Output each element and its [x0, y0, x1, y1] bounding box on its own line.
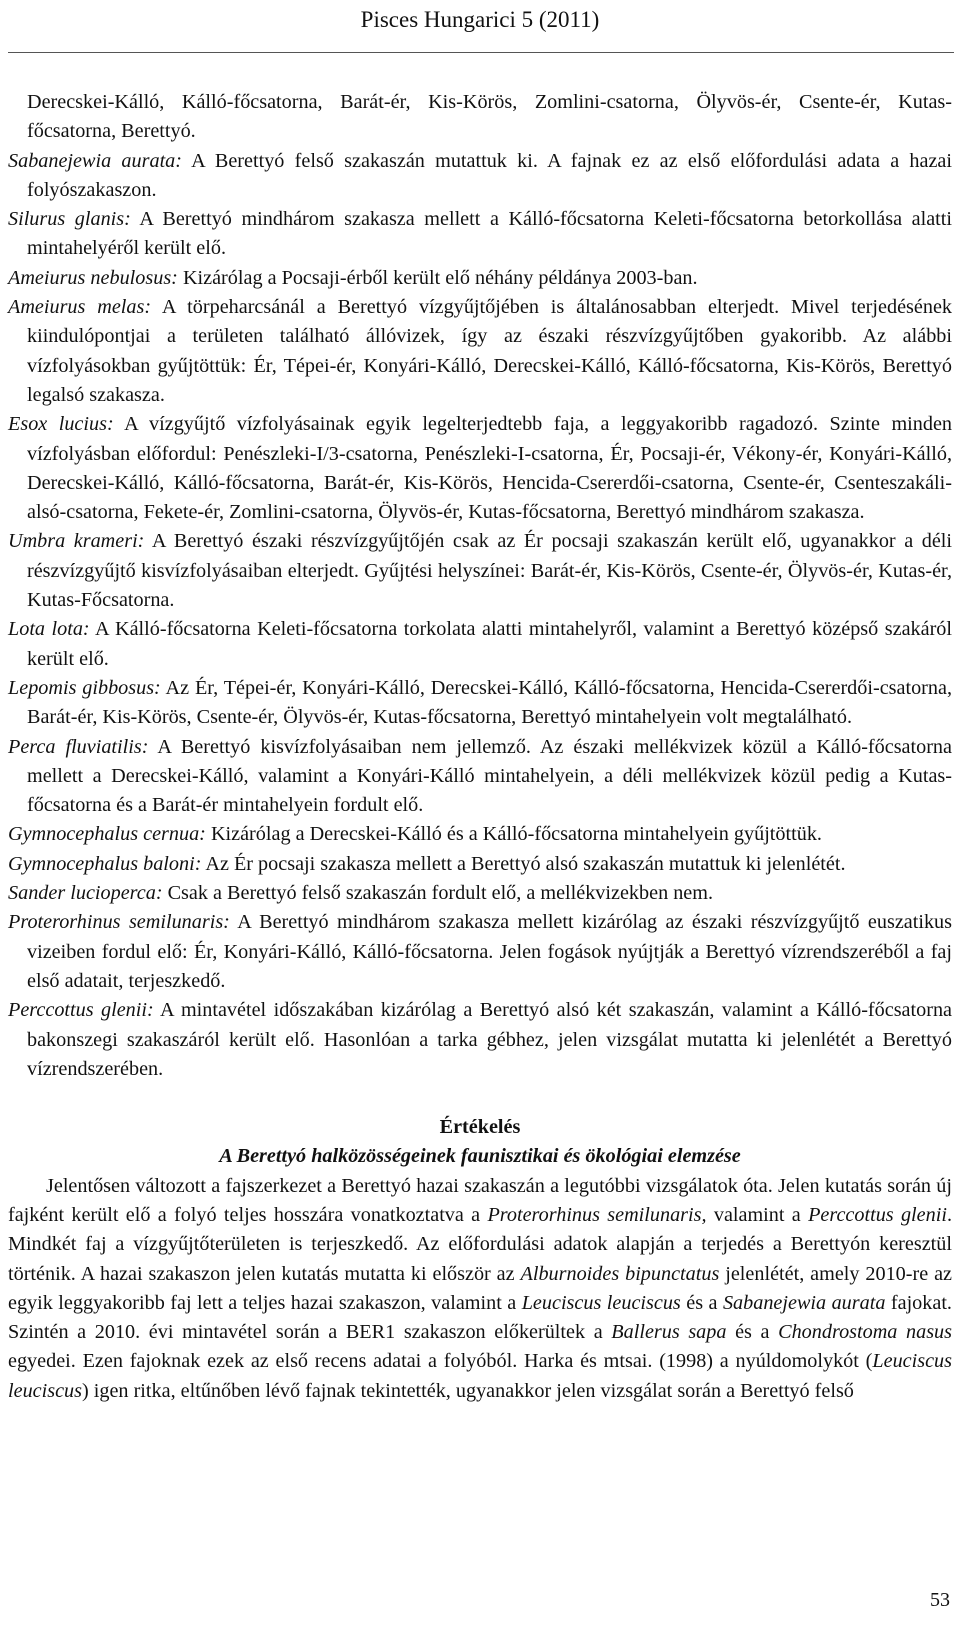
species-description: A vízgyűjtő vízfolyásainak egyik legelterjedtebb faja, a leggyakoribb ragadozó. Szinte minden vízfolyásban előfordul: Penészleki-I/3-csatorna, Penészleki-I-csatorna, Ér, Pocsaji-ér, Vékony-ér, Konyári-Kálló, Derecskei-Kálló, Kálló-főcsatorna, Barát-ér, Kis-Körös, Hencida-Csererdői-csatorna, Csente-ér, Csenteszakáli-alsó-csatorna, Fekete-ér, Zomlini-csatorna, Ölyvös-ér, Kutas-főcsatorna, Berettyó mindhárom szakasza. — [27, 413, 953, 524]
species-entry — [8, 674, 952, 733]
species-entry — [8, 733, 952, 821]
species-name: Esox lucius: — [8, 413, 114, 436]
paragraph-text: egyedei. Ezen fajoknak ezek az első recens adatai a folyóból. Harka és mtsai. (1998) a nyúldomolykót ( — [8, 1350, 873, 1373]
species-name: Chondrostoma nasus — [778, 1321, 953, 1344]
species-entry — [8, 908, 952, 996]
species-name: Ameiurus nebulosus: — [8, 266, 178, 289]
paragraph-text: . Mindkét faj a vízgyűjtőterületen is terjeszkedő. Az előfordulási adatok alapján a terjedés a Berettyón keresztül történik. A hazai szakaszon jelen kutatás mutatta ki először az — [8, 1203, 952, 1285]
species-description: Kizárólag a Derecskei-Kálló és a Kálló-főcsatorna mintahelyein gyűjtöttük. — [210, 823, 822, 846]
species-description: A Berettyó kisvízfolyásaiban nem jellemző. Az északi mellékvizek közül a Kálló-főcsatorna mellett a Derecskei-Kálló, valamint a Konyári-Kálló mintahelyein, a déli mellékvizek közül pedig a Kutas-főcsatorna és a Barát-ér mintahelyein fordult elő. — [27, 735, 952, 817]
species-description: A Kálló-főcsatorna Keleti-főcsatorna torkolata alatti mintahelyről, valamint a Berettyó középső szakáról került elő. — [27, 618, 953, 670]
species-name: Perccottus glenii: — [8, 999, 154, 1022]
paragraph-text: ) igen ritka, eltűnőben lévő fajnak tekintették, ugyanakkor jelen vizsgálat során a Berettyó felső — [82, 1379, 854, 1402]
species-name: Gymnocephalus cernua: — [8, 823, 206, 846]
page-body — [8, 88, 952, 1406]
species-name: Lota lota: — [8, 618, 90, 641]
species-description: Az Ér, Tépei-ér, Konyári-Kálló, Derecskei-Kálló, Kálló-főcsatorna, Hencida-Csererdői-csatorna, Barát-ér, Kis-Körös, Csente-ér, Ölyvös-ér, Kutas-főcsatorna, Berettyó mintahelyein volt megtalálható. — [27, 676, 953, 729]
discussion-paragraph — [8, 1172, 952, 1406]
species-name: Sander lucioperca: — [8, 882, 163, 905]
species-entry — [8, 820, 952, 849]
species-name: Perca fluviatilis: — [8, 735, 149, 758]
species-description: A Berettyó felső szakaszán mutattuk ki. A fajnak ez az első előfordulási adata a hazai folyószakaszon. — [27, 149, 952, 201]
species-description: Kizárólag a Pocsaji-érből került elő néhány példánya 2003-ban. — [182, 266, 698, 289]
species-entry — [8, 527, 952, 615]
section-title: Értékelés — [439, 1116, 521, 1139]
paragraph-text: és a — [680, 1291, 723, 1314]
species-entry — [8, 850, 952, 879]
species-entry — [8, 205, 952, 264]
page-number: 53 — [930, 1589, 950, 1611]
species-entry — [8, 615, 952, 674]
species-entry — [8, 410, 952, 527]
species-description: A Berettyó északi részvízgyűjtőjén csak az Ér pocsaji szakaszán került elő, ugyanakkor a déli részvízgyűjtő kisvízfolyásaiban elterjedt. Gyűjtési helyszínei: Barát-ér, Kis-Körös, Csente-ér, Ölyvös-ér, Kutas-ér, Kutas-Főcsatorna. — [27, 530, 953, 612]
section-subtitle: A Berettyó halközösségeinek faunisztikai és ökológiai elemzése — [219, 1145, 741, 1168]
species-entry — [8, 293, 952, 410]
species-entry — [8, 879, 952, 908]
species-name: Ameiurus melas: — [8, 296, 152, 319]
species-description: Derecskei-Kálló, Kálló-főcsatorna, Barát-ér, Kis-Körös, Zomlini-csatorna, Ölyvös-ér, Csente-ér, Kutas-főcsatorna, Berettyó. — [27, 91, 952, 143]
species-description: Csak a Berettyó felső szakaszán fordult elő, a mellékvizekben nem. — [167, 882, 714, 905]
species-name: Gymnocephalus baloni: — [8, 852, 202, 875]
species-entry — [8, 88, 952, 147]
species-name: Ballerus sapa — [611, 1321, 727, 1344]
paragraph-text: fajokat. Szintén a 2010. évi mintavétel során a BER1 szakaszon előkerültek a — [8, 1291, 952, 1344]
paragraph-text: Jelentősen változott a fajszerkezet a Berettyó hazai szakaszán a legutóbbi vizsgálatok óta. Jelen kutatás során új fajként került elő a folyó teljes hosszára vonatkoztatva a — [8, 1174, 952, 1226]
species-name: Umbra krameri: — [8, 530, 145, 553]
species-name: Sabanejewia aurata — [722, 1291, 886, 1314]
species-entry — [8, 147, 952, 206]
species-entry — [8, 264, 952, 293]
paragraph-text: valamint a — [706, 1203, 809, 1226]
species-description: A Berettyó mindhárom szakasza mellett kizárólag az északi részvízgyűjtő euszatikus vizeiben fordul elő: Ér, Konyári-Kálló, Kálló-főcsatorna. Jelen fogások nyújtják a Berettyó vízrendszeréből a faj első adatait, terjeszkedő. — [27, 911, 952, 992]
species-description: A mintavétel időszakában kizárólag a Berettyó alsó két szakaszán, valamint a Kálló-főcsatorna bakonszegi szakaszáról került elő. Hasonlóan a tarka gébhez, jelen vizsgálat mutatta ki jelenlétét a Berettyó vízrendszerében. — [27, 999, 952, 1080]
species-name: Alburnoides bipunctatus — [520, 1262, 720, 1285]
species-description: Az Ér pocsaji szakasza mellett a Berettyó alsó szakaszán mutattuk ki jelenlétét. — [205, 852, 846, 875]
species-name: Perccottus glenii — [808, 1203, 947, 1226]
species-description: A törpeharcsánál a Berettyó vízgyűjtőjében is általánosabban elterjedt. Mivel terjedésének kiindulópontjai a területen található állóvizek, így az északi részvízgyűjtőben gyakoribb. Az alábbi vízfolyásokban gyűjtöttük: Ér, Tépei-ér, Konyári-Kálló, Derecskei-Kálló, Kálló-főcsatorna, Kis-Körös, Berettyó legalsó szakasza. — [27, 296, 952, 406]
species-list — [8, 88, 952, 1084]
paragraph-text: jelenlétét, amely 2010-re az egyik leggyakoribb faj lett a teljes hazai szakaszon, valamint a — [8, 1262, 952, 1314]
header-rule — [8, 52, 954, 53]
species-name: Lepomis gibbosus: — [8, 676, 161, 699]
species-name: Leuciscus leuciscus — [8, 1350, 952, 1402]
species-name: Proterorhinus semilunaris: — [8, 911, 230, 934]
running-header: Pisces Hungarici 5 (2011) — [360, 7, 600, 32]
species-name: Silurus glanis: — [8, 208, 131, 231]
species-description: A Berettyó mindhárom szakasza mellett a Kálló-főcsatorna Keleti-főcsatorna betorkollása alatti mintahelyéről került elő. — [27, 208, 952, 260]
species-name: Leuciscus leuciscus — [521, 1291, 681, 1314]
paragraph-text: és a — [726, 1321, 779, 1344]
species-name: Proterorhinus semilunaris, — [487, 1203, 707, 1226]
species-entry — [8, 996, 952, 1084]
species-name: Sabanejewia aurata: — [8, 149, 182, 172]
